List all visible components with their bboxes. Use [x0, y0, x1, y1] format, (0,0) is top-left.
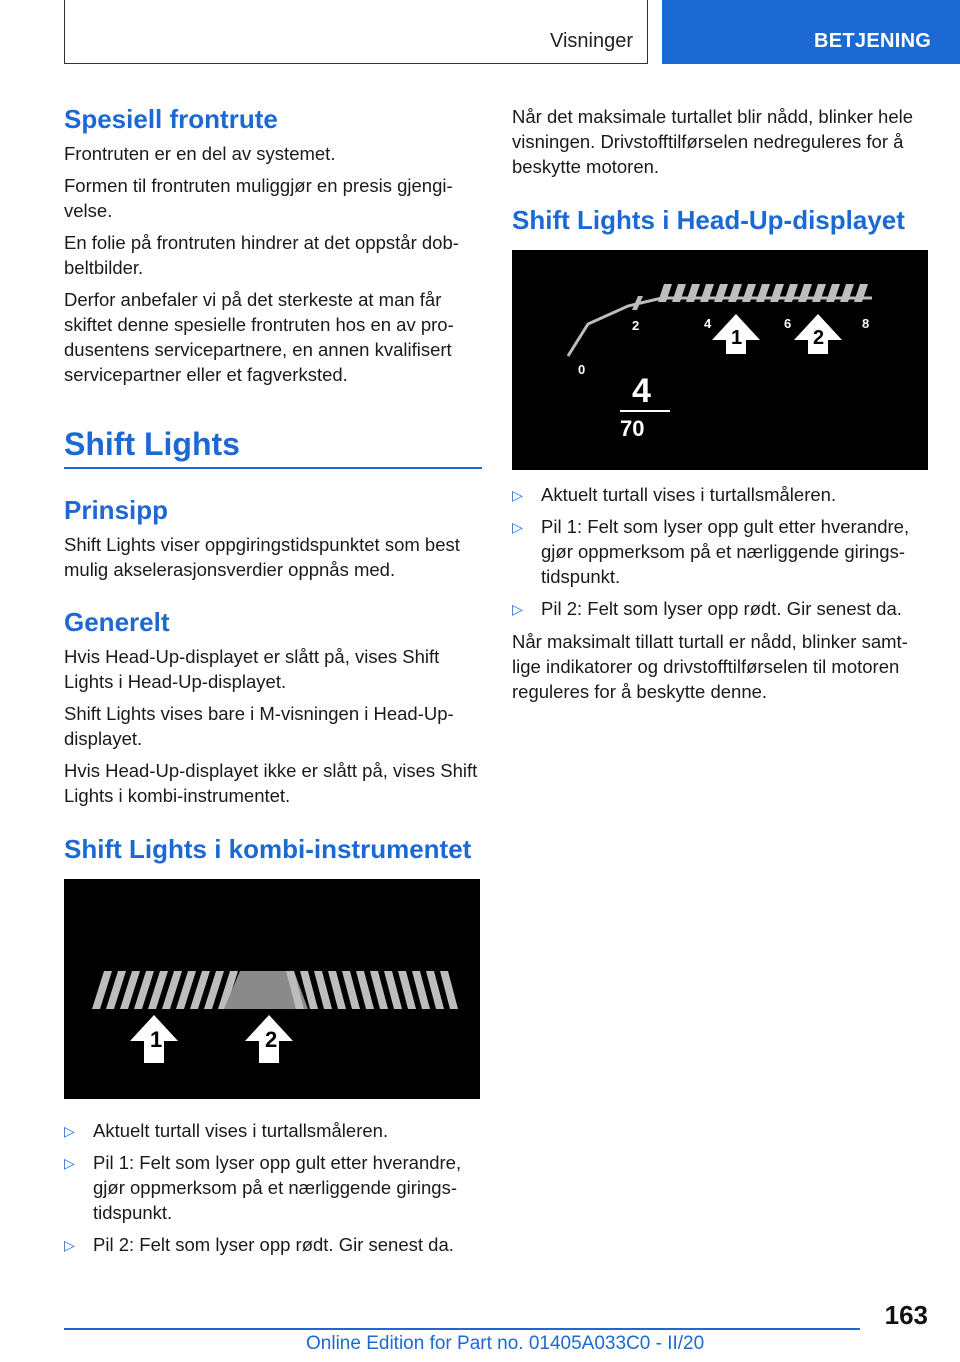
- bullet-list-hud: [512, 482, 930, 628]
- list-item: ▷ Pil 1: Felt som lyser opp gult etter hverandre, gjør oppmerksom på et nærliggende girings-tidspunkt.: [512, 516, 910, 587]
- rpm-tick-label: 8: [862, 316, 870, 331]
- heading-kombi-instrumentet: Shift Lights i kombi-instrumentet: [64, 834, 472, 864]
- kombi-instrument-illustration: [64, 879, 480, 1099]
- arrow-label-1: 1: [731, 327, 743, 349]
- arrow-label-1: 1: [150, 1027, 163, 1052]
- paragraph: Hvis Head-Up-displayet ikke er slått på, vises Shift Lights i kombi-instrumentet.: [64, 760, 478, 806]
- rpm-tick-label: 0: [578, 362, 586, 377]
- shift-lights-bar-graphic: [64, 879, 480, 1099]
- heading-prinsipp: Prinsipp: [64, 495, 169, 525]
- list-item: ▷ Pil 1: Felt som lyser opp gult etter hverandre, gjør oppmerksom på et nærliggende girings-tidspunkt.: [64, 1152, 462, 1223]
- paragraph: Hvis Head-Up-displayet er slått på, vises Shift Lights i Head-Up-displayet.: [64, 646, 440, 692]
- list-item: ▷ Aktuelt turtall vises i turtallsmåleren.: [64, 1118, 482, 1143]
- gear-speed-divider: [620, 410, 670, 412]
- list-item: ▷ Aktuelt turtall vises i turtallsmåleren.: [512, 482, 930, 507]
- list-item: ▷ Pil 2: Felt som lyser opp rødt. Gir senest da.: [64, 1232, 482, 1257]
- arrow-label-2: 2: [813, 327, 825, 349]
- list-item: ▷ Pil 2: Felt som lyser opp rødt. Gir senest da.: [512, 596, 930, 621]
- bullet-list-kombi: [64, 1118, 482, 1264]
- triangle-bullet-icon: ▷: [512, 519, 523, 535]
- header-chapter-title: BETJENING: [814, 30, 932, 52]
- header-section-title: Visninger: [549, 30, 633, 52]
- paragraph: Formen til frontruten muliggjør en presis gjengi-velse.: [64, 175, 453, 221]
- heading-generelt: Generelt: [64, 607, 170, 637]
- heading-shift-lights: Shift Lights: [64, 426, 240, 462]
- arrow-label-2: 2: [265, 1027, 278, 1052]
- speed-readout: 70: [620, 416, 645, 441]
- head-up-display-illustration: [512, 250, 928, 470]
- header-section-box: [64, 0, 648, 64]
- paragraph: Shift Lights viser oppgiringstidspunktet som best mulig akselerasjonsverdier oppnås med.: [64, 534, 460, 580]
- heading-head-up-displayet: Shift Lights i Head-Up-displayet: [512, 205, 905, 235]
- header-chapter-tab: [662, 0, 960, 64]
- paragraph: Derfor anbefaler vi på det sterkeste at man får skiftet denne spesielle frontruten hos en av pro-dusentens servicepartnere, en annen kvalifisert servicepartner eller et fagverksted.: [64, 289, 454, 385]
- rpm-tick-label: 4: [704, 316, 712, 331]
- page-number: 163: [884, 1300, 928, 1330]
- rpm-tick-label: 6: [784, 316, 792, 331]
- footer-edition: Online Edition for Part no. 01405A033C0 - II/20: [306, 1333, 705, 1354]
- paragraph: Når maksimalt tillatt turtall er nådd, blinker samt-lige indikatorer og drivstofftilførselen til motoren reguleres for å beskytte denne.: [512, 631, 908, 702]
- gear-indicator: 4: [632, 372, 651, 410]
- triangle-bullet-icon: ▷: [64, 1237, 75, 1253]
- hud-shift-lights-graphic: [512, 250, 928, 470]
- paragraph: Frontruten er en del av systemet.: [64, 143, 336, 164]
- triangle-bullet-icon: ▷: [64, 1155, 75, 1171]
- footer-rule: [64, 1328, 860, 1330]
- paragraph: En folie på frontruten hindrer at det oppstår dob-beltbilder.: [64, 232, 459, 278]
- rpm-tick-label: 2: [632, 318, 640, 333]
- heading-rule: [64, 467, 482, 469]
- triangle-bullet-icon: ▷: [512, 601, 523, 617]
- paragraph: Når det maksimale turtallet blir nådd, blinker hele visningen. Drivstofftilførselen nedreguleres for å beskytte motoren.: [512, 106, 914, 177]
- triangle-bullet-icon: ▷: [64, 1123, 75, 1139]
- paragraph: Shift Lights vises bare i M-visningen i Head-Up-displayet.: [64, 703, 454, 749]
- triangle-bullet-icon: ▷: [512, 487, 523, 503]
- heading-spesiell-frontrute: Spesiell frontrute: [64, 104, 278, 134]
